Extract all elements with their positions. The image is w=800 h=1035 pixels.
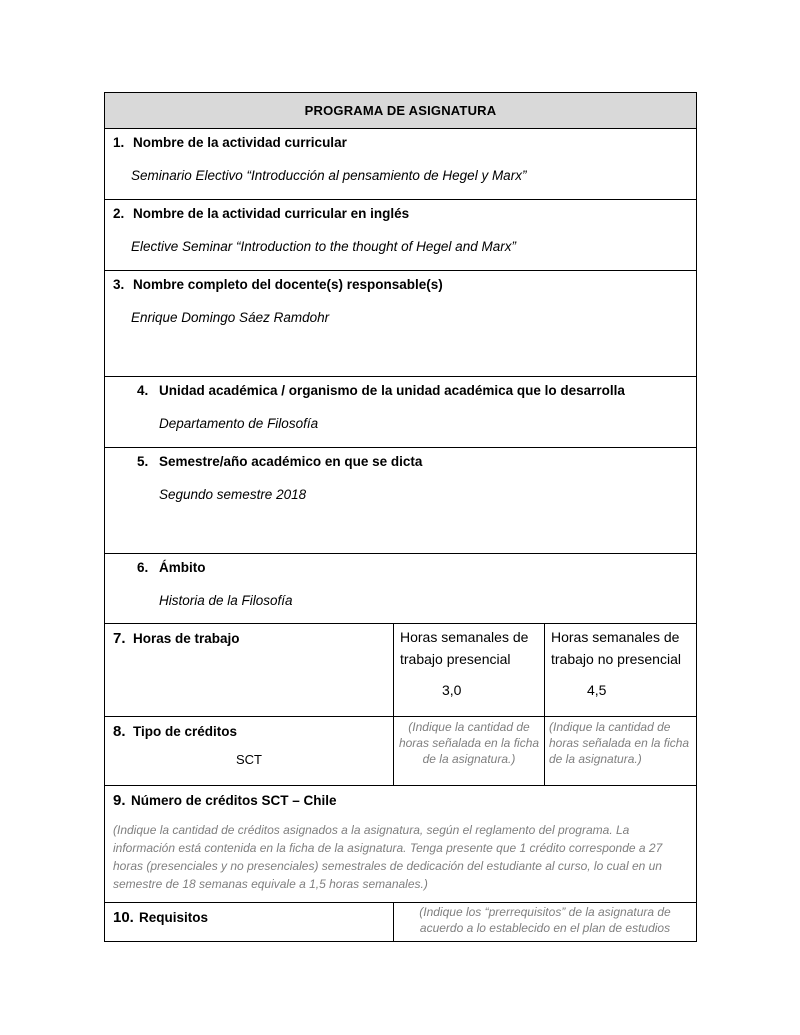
section-9-hint: (Indique la cantidad de créditos asignados a la asignatura, según el reglamento del programa. La información está contenida en la ficha de la asignatura. Tenga presente que 1 crédito corresponde a 27 horas (presenciales y no presenciales) semestrales de dedicación del estudiante al curso, lo cual en un semestre de 18 semanas equivale a 1,5 horas semanales.)	[113, 823, 663, 891]
section-2-number: 2.	[113, 206, 125, 221]
section-5-label: Semestre/año académico en que se dicta	[159, 454, 423, 469]
section-4-value: Departamento de Filosofía	[159, 416, 319, 431]
section-5-value: Segundo semestre 2018	[159, 487, 307, 502]
section-2	[105, 200, 697, 271]
hours-presencial-value: 3,0	[442, 682, 462, 698]
section-5-number: 5.	[137, 454, 149, 469]
section-9	[105, 786, 697, 903]
section-3-number: 3.	[113, 277, 125, 292]
section-8	[105, 717, 697, 786]
section-7-number: 7.	[113, 630, 126, 647]
section-3	[105, 271, 697, 377]
section-9-number: 9.	[113, 792, 126, 809]
section-8-label: Tipo de créditos	[133, 724, 238, 739]
section-2-label: Nombre de la actividad curricular en inglés	[133, 206, 410, 221]
section-10-label: Requisitos	[139, 910, 209, 925]
section-1-number: 1.	[113, 135, 125, 150]
section-1-value: Seminario Electivo “Introducción al pensamiento de Hegel y Marx”	[131, 168, 527, 183]
section-4-label: Unidad académica / organismo de la unidad académica que lo desarrolla	[159, 383, 625, 398]
section-4	[105, 377, 697, 448]
section-6-value: Historia de la Filosofía	[159, 593, 293, 608]
hours-no-presencial-label: Horas semanales de trabajo no presencial	[551, 629, 681, 667]
credits-hint-presencial: (Indique la cantidad de horas señalada en la ficha de la asignatura.)	[398, 720, 540, 766]
section-8-number: 8.	[113, 723, 126, 740]
section-10-hint: (Indique los “prerrequisitos” de la asignatura de acuerdo a lo establecido en el plan de estudios	[419, 905, 671, 935]
section-6	[105, 554, 697, 624]
section-6-label: Ámbito	[159, 560, 206, 575]
section-3-label: Nombre completo del docente(s) responsable(s)	[133, 277, 443, 292]
section-2-value: Elective Seminar “Introduction to the thought of Hegel and Marx”	[131, 239, 516, 254]
section-5	[105, 448, 697, 554]
form-title: PROGRAMA DE ASIGNATURA	[105, 93, 697, 129]
section-10-number: 10.	[113, 909, 134, 926]
program-form-table	[104, 92, 697, 942]
section-1-label: Nombre de la actividad curricular	[133, 135, 347, 150]
section-7-label: Horas de trabajo	[133, 631, 240, 646]
section-6-number: 6.	[137, 560, 149, 575]
credits-hint-no-presencial: (Indique la cantidad de horas señalada en la ficha de la asignatura.)	[549, 720, 690, 766]
section-8-value: SCT	[236, 752, 262, 767]
section-1	[105, 129, 697, 200]
hours-presencial-label: Horas semanales de trabajo presencial	[400, 629, 529, 667]
section-3-value: Enrique Domingo Sáez Ramdohr	[131, 310, 330, 325]
section-4-number: 4.	[137, 383, 149, 398]
hours-no-presencial-value: 4,5	[587, 682, 607, 698]
section-10	[105, 903, 697, 942]
section-9-label: Número de créditos SCT – Chile	[131, 793, 337, 808]
section-7	[105, 624, 697, 717]
